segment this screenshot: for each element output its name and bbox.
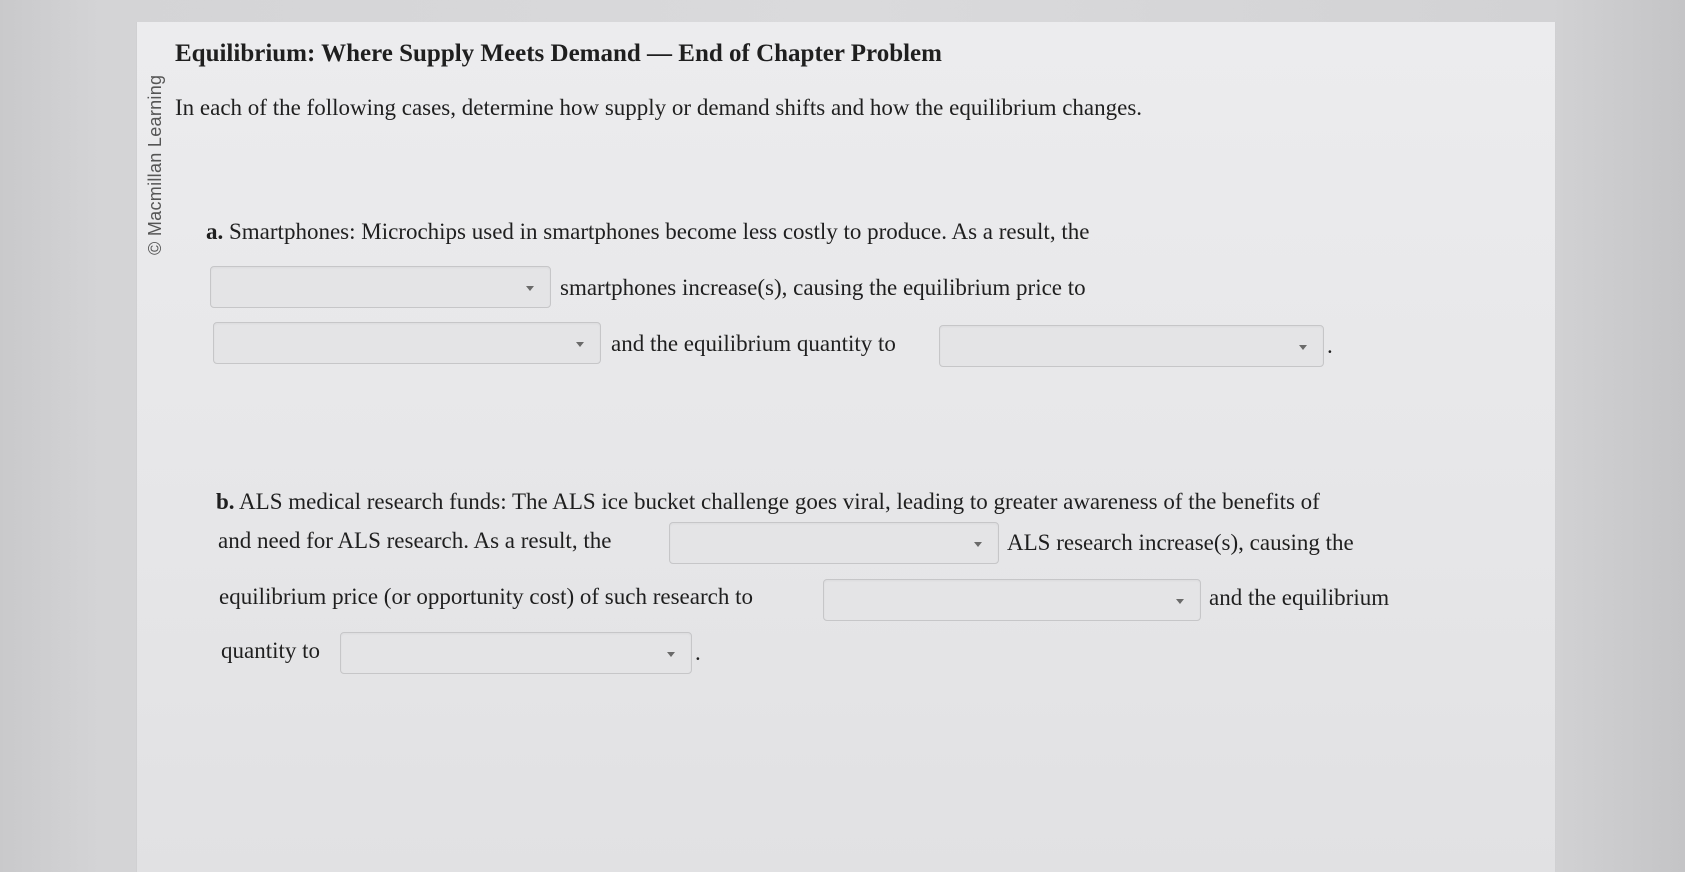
part-a-text-line2: smartphones increase(s), causing the equilibrium price to [560, 275, 1086, 300]
copyright-watermark: © Macmillan Learning [145, 74, 165, 255]
chevron-down-icon [576, 342, 584, 347]
chevron-down-icon [1299, 345, 1307, 350]
part-b-text-line2a: and need for ALS research. As a result, the [218, 528, 612, 553]
part-b-text-line3b: and the equilibrium [1209, 585, 1390, 610]
page-title: Equilibrium: Where Supply Meets Demand — End of Chapter Problem [175, 40, 942, 67]
part-b-text-line1: ALS medical research funds: The ALS ice bucket challenge goes viral, leading to greater awareness of the benefits of [239, 489, 1320, 514]
part-b-text-line3a: equilibrium price (or opportunity cost) of such research to [219, 584, 753, 609]
part-b-text-line4: quantity to [221, 638, 321, 663]
part-a-period: . [1327, 333, 1333, 358]
part-b-text-line2b: ALS research increase(s), causing the [1007, 530, 1354, 555]
question-panel [136, 22, 1556, 872]
instructions-text: In each of the following cases, determine how supply or demand shifts and how the equilibrium changes. [175, 95, 1143, 120]
part-a-shift-dropdown[interactable] [210, 266, 551, 308]
part-b-price-dropdown[interactable] [823, 579, 1201, 621]
part-b-quantity-dropdown[interactable] [340, 632, 692, 674]
part-a-quantity-dropdown[interactable] [939, 325, 1324, 367]
part-b-line1 [216, 489, 1320, 515]
part-b-period: . [695, 640, 701, 665]
part-b-shift-dropdown[interactable] [669, 522, 999, 564]
part-a-text-line1: Smartphones: Microchips used in smartphones become less costly to produce. As a result, the [229, 219, 1090, 244]
part-a-line1 [206, 219, 1089, 245]
part-a-text-line3: and the equilibrium quantity to [611, 331, 896, 356]
chevron-down-icon [974, 542, 982, 547]
chevron-down-icon [526, 286, 534, 291]
chevron-down-icon [1176, 599, 1184, 604]
part-b-label: b. [216, 489, 235, 514]
chevron-down-icon [667, 652, 675, 657]
part-a-label: a. [206, 219, 224, 244]
part-a-price-dropdown[interactable] [213, 322, 601, 364]
